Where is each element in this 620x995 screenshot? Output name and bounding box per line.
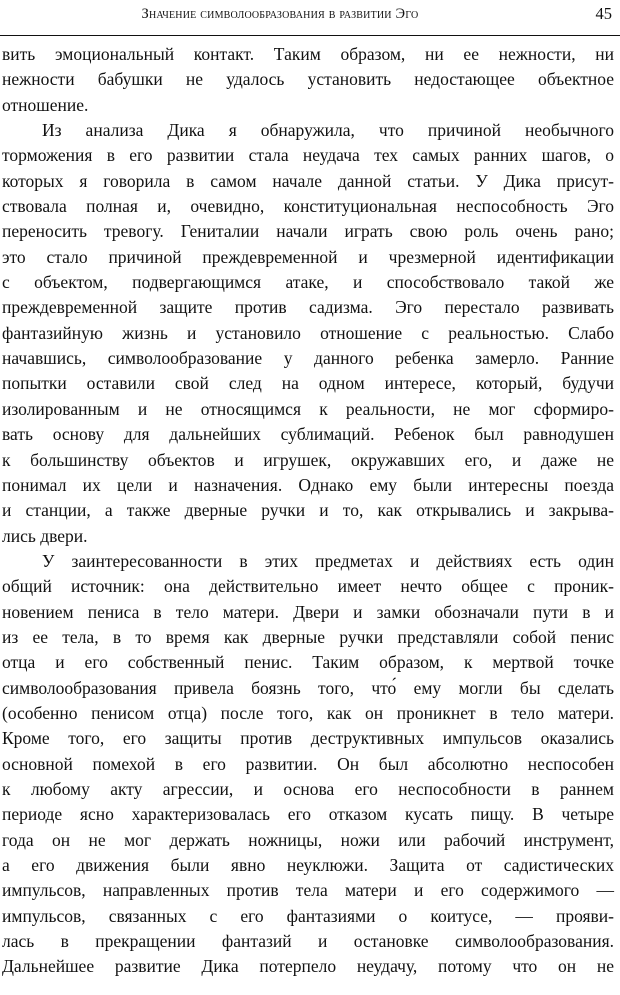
text-line: отца и его собственный пенис. Таким образом, к мертвой точке [2, 652, 614, 673]
text-line: преждевременной защите против садизма. Эго перестало развивать [2, 297, 614, 318]
text-line: (особенно пенисом отца) после того, как он проникнет в тело матери. [2, 702, 614, 723]
text-line: нежности бабушки не удалось установить недостающее объектное [2, 69, 614, 90]
text-line: переносить тревогу. Гениталии начали играть свою роль очень рано; [2, 221, 614, 242]
text-line: изолированным и не относящимся к реальности, не мог сформиро- [2, 398, 614, 419]
text-line: а его движения были явно неуклюжи. Защита от садистических [2, 855, 614, 875]
text-line: года он не мог держать ножницы, ножи или рабочий инструмент, [2, 829, 614, 850]
running-header [0, 0, 620, 40]
text-line: общий источник: она действительно имеет нечто общее с проник- [2, 576, 614, 597]
text-line: вать основу для дальнейших сублимаций. Ребенок был равнодушен [2, 424, 614, 445]
text-line: Из анализа Дика я обнаружила, что причиной необычного [42, 120, 614, 141]
text-line: импульсов, связанных с его фантазиями о коитусе, — прояви- [2, 905, 614, 926]
body-text [2, 42, 614, 980]
text-line: лись двери. [2, 525, 88, 546]
text-line: которых я говорила в самом начале данной статьи. У Дика присут- [2, 170, 614, 191]
text-line: начавшись, символообразование у данного ребенка замерло. Ранние [2, 348, 614, 369]
running-title: Значение символообразования в развитии Эго [141, 6, 419, 22]
paragraph [2, 549, 614, 980]
text-line: Дальнейшее развитие Дика потерпело неудачу, потому что он не [2, 956, 614, 977]
text-line: основной помехой в его развитии. Он был абсолютно неспособен [2, 753, 614, 774]
text-line: к большинству объектов и игрушек, окружавших его, и даже не [2, 449, 614, 470]
text-line: попытки оставили свой след на одном интересе, который, будучи [2, 373, 614, 394]
text-line: Кроме того, его защиты против деструктивных импульсов оказались [2, 728, 614, 749]
text-line: символообразования привела боязнь того, что́ ему могли бы сделать [2, 677, 614, 698]
header-rule [0, 35, 620, 36]
text-line: ствовала полная и, очевидно, конституциональная неспособность Эго [2, 196, 614, 217]
text-line: лась в прекращении фантазий и остановке символообразования. [2, 931, 614, 952]
text-line: понимал их цели и назначения. Однако ему были интересны поезда [2, 474, 614, 495]
text-line: фантазийную жизнь и установило отношение с реальностью. Слабо [2, 322, 614, 343]
text-line: из ее тела, в то время как дверные ручки представляли собой пенис [2, 626, 614, 647]
text-line: отношение. [2, 94, 89, 115]
text-line: с объектом, подвергающимся атаке, и способствовало такой же [2, 272, 614, 293]
text-line: это стало причиной преждевременной и чрезмерной идентификации [2, 246, 614, 267]
page-number: 45 [595, 4, 612, 23]
paragraph [2, 42, 614, 118]
text-line: импульсов, направленных против тела матери и его содержимого — [2, 880, 614, 901]
text-line: вить эмоциональный контакт. Таким образом, ни ее нежности, ни [2, 44, 614, 64]
text-line: У заинтересованности в этих предметах и действиях есть один [42, 550, 614, 571]
text-line: к любому акту агрессии, и основа его неспособности в раннем [2, 778, 614, 799]
text-line: и станции, а также дверные ручки и то, как открывались и закрыва- [2, 500, 614, 521]
text-line: периоде ясно характеризовалась его отказом кусать пищу. В четыре [2, 804, 614, 825]
paragraph [2, 118, 614, 549]
text-line: торможения в его развитии стала неудача тех самых ранних шагов, о [2, 145, 614, 166]
text-line: новением пениса в тело матери. Двери и замки обозначали пути в и [2, 601, 614, 622]
